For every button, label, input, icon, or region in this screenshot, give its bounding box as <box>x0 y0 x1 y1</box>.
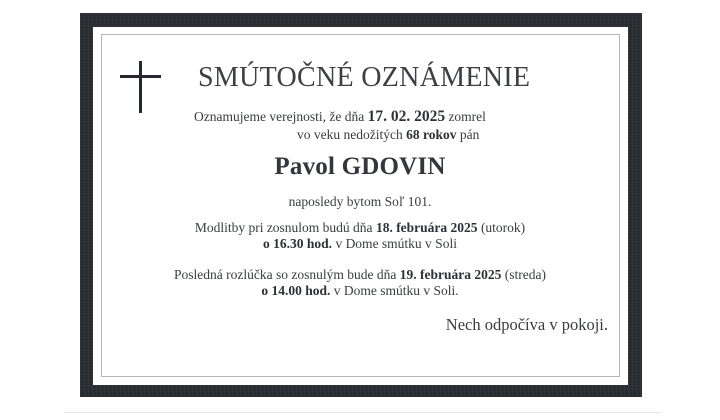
cross-vertical-bar <box>139 61 142 113</box>
prayers-date: 18. februára 2025 <box>375 220 478 235</box>
date-of-death: 17. 02. 2025 <box>367 108 446 125</box>
age-prefix: vo veku nedožitých <box>297 127 407 142</box>
farewell-line-1 <box>100 267 620 283</box>
prayers-time: o 16.30 hod. <box>263 236 333 251</box>
prayers-day: (utorok) <box>477 220 526 235</box>
notice-title: SMÚTOČNÉ OZNÁMENIE <box>198 62 531 93</box>
announcement-line-1 <box>194 109 486 125</box>
announcement-suffix: zomrel <box>445 109 486 124</box>
farewell-place: v Dome smútku v Soli. <box>330 283 459 298</box>
farewell-time: o 14.00 hod. <box>261 283 331 298</box>
announcement-line-2 <box>297 127 479 143</box>
farewell-line-2 <box>100 283 620 299</box>
prayers-line-1 <box>100 220 620 236</box>
farewell-prefix: Posledná rozlúčka so zosnulým bude dňa <box>174 267 400 282</box>
residence-line: naposledy bytom Soľ 101. <box>288 194 432 209</box>
prayers-prefix: Modlitby pri zosnulom budú dňa <box>194 220 376 235</box>
age-suffix: pán <box>456 127 480 142</box>
cross-horizontal-bar <box>120 75 161 78</box>
closing-blessing: Nech odpočíva v pokoji. <box>445 315 608 334</box>
cross-icon <box>120 61 161 113</box>
farewell-day: (streda) <box>501 267 546 282</box>
prayers-place: v Dome smútku v Soli <box>332 236 457 251</box>
page-bottom-rule <box>64 412 660 413</box>
announcement-prefix: Oznamujeme verejnosti, že dňa <box>194 109 368 124</box>
farewell-date: 19. februára 2025 <box>399 267 502 282</box>
age-value: 68 rokov <box>406 127 457 142</box>
deceased-name: Pavol GDOVIN <box>274 153 446 180</box>
prayers-line-2 <box>100 236 620 252</box>
